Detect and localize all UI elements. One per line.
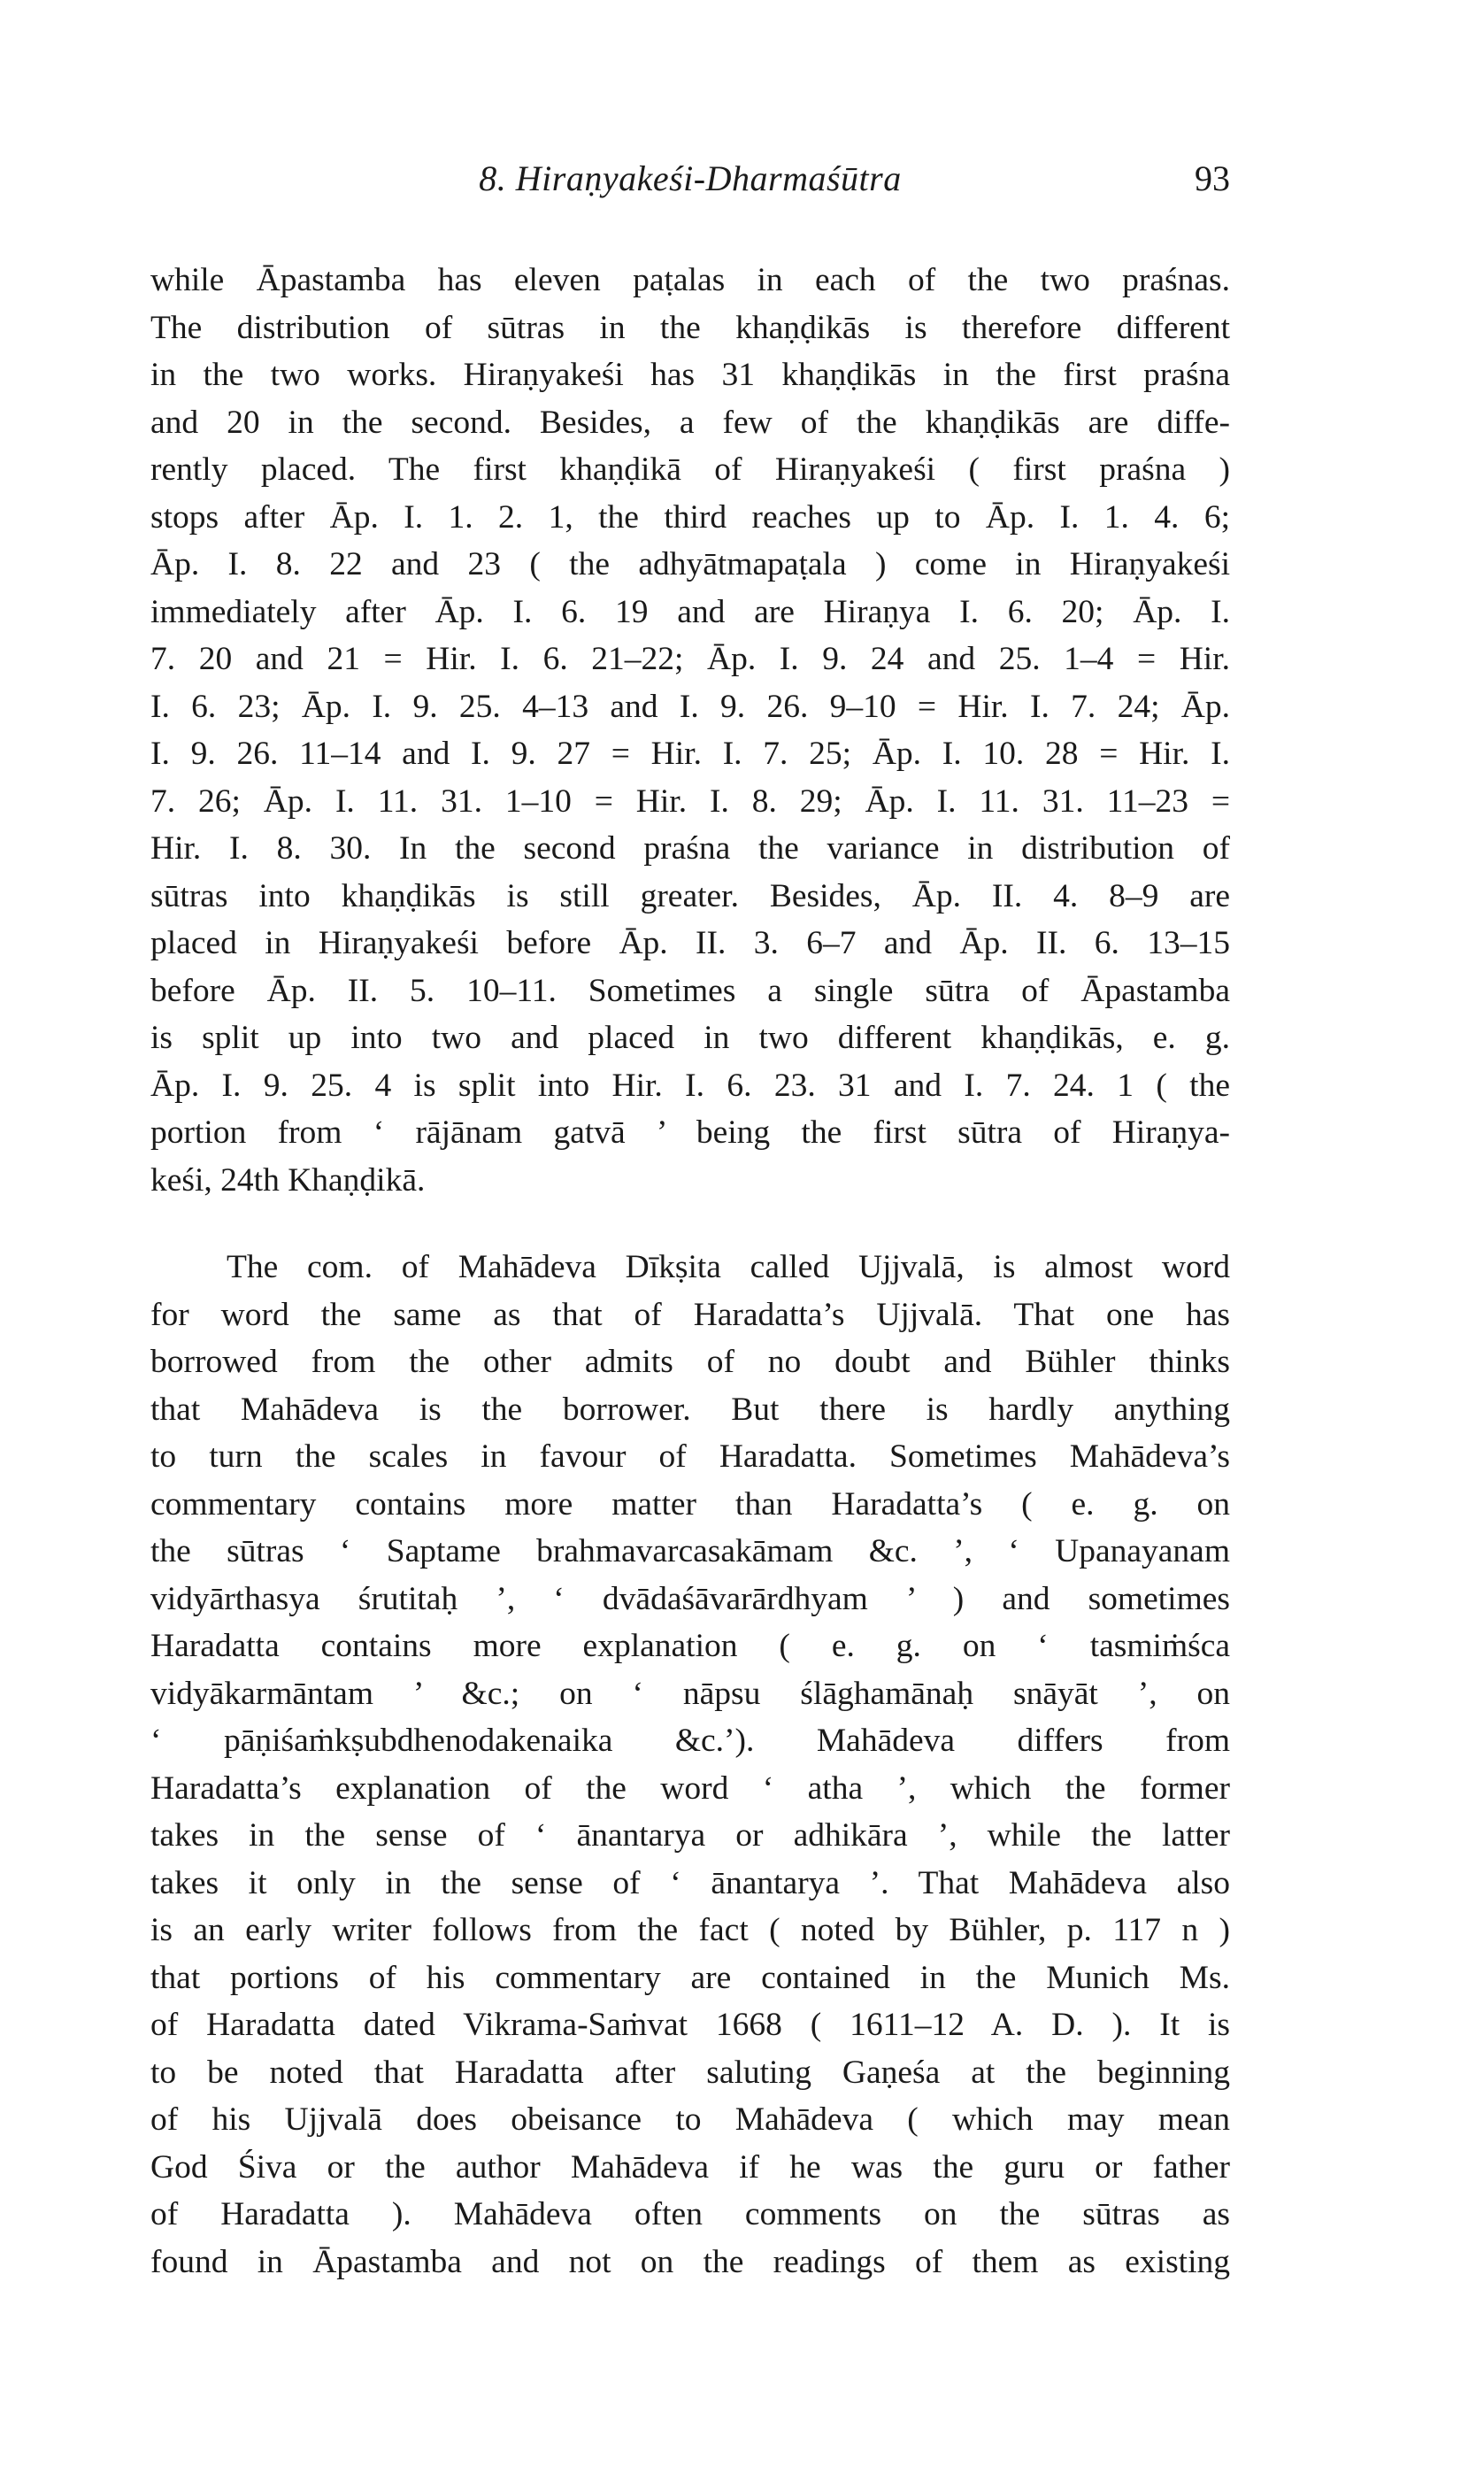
text-line: vidyākarmāntam ’ &c.; on ‘ nāpsu ślāghamānaḥ snāyāt ’, on [150,1675,1230,1712]
text-line: and 20 in the second. Besides, a few of the khaṇḍikās are diffe- [150,404,1230,441]
running-title: 8. Hiraṇyakeśi-Dharmaśūtra [479,158,902,198]
text-line: vidyārthasya śrutitaḥ ’, ‘ dvādaśāvarārdhyam ’ ) and sometimes [150,1580,1230,1617]
text-line: I. 9. 26. 11–14 and I. 9. 27 = Hir. I. 7. 25; Āp. I. 10. 28 = Hir. I. [150,736,1230,772]
text-line: of Haradatta ). Mahādeva often comments on the sūtras as [150,2196,1230,2232]
text-line: that Mahādeva is the borrower. But there is hardly anything [150,1391,1230,1428]
text-line: borrowed from the other admits of no doubt and Bühler thinks [150,1344,1230,1380]
text-line: while Āpastamba has eleven paṭalas in each of the two praśnas. [150,262,1230,298]
text-line: rently placed. The first khaṇḍikā of Hiraṇyakeśi ( first praśna ) [150,451,1230,488]
text-line: Āp. I. 8. 22 and 23 ( the adhyātmapaṭala ) come in Hiraṇyakeśi [150,546,1230,582]
text-line: the sūtras ‘ Saptame brahmavarcasakāmam &c. ’, ‘ Upanayanam [150,1533,1230,1569]
text-line: ‘ pāṇiśaṁkṣubdhenodakenaika &c.’). Mahādeva differs from [150,1723,1230,1759]
text-line: keśi, 24th Khaṇḍikā. [150,1161,426,1199]
page-number: 93 [1195,158,1230,198]
text-line: that portions of his commentary are contained in the Munich Ms. [150,1959,1230,1996]
page-header [150,158,1230,211]
text-line: God Śiva or the author Mahādeva if he was the guru or father [150,2148,1230,2186]
text-line: before Āp. II. 5. 10–11. Sometimes a single sūtra of Āpastamba [150,972,1230,1009]
text-line: for word the same as that of Haradatta’s Ujjvalā. That one has [150,1296,1230,1333]
text-line: The com. of Mahādeva Dīkṣita called Ujjvalā, is almost word [227,1249,1230,1285]
text-line: to be noted that Haradatta after saluting Gaṇeśa at the beginning [150,2054,1230,2091]
text-line: to turn the scales in favour of Haradatta. Sometimes Mahādeva’s [150,1438,1230,1475]
text-line: takes it only in the sense of ‘ ānantarya ’. That Mahādeva also [150,1864,1230,1901]
text-line: 7. 26; Āp. I. 11. 31. 1–10 = Hir. I. 8. 29; Āp. I. 11. 31. 11–23 = [150,783,1230,820]
text-line: placed in Hiraṇyakeśi before Āp. II. 3. 6–7 and Āp. II. 6. 13–15 [150,925,1230,961]
text-line: immediately after Āp. I. 6. 19 and are Hiraṇya I. 6. 20; Āp. I. [150,593,1230,630]
text-line: Haradatta contains more explanation ( e. g. on ‘ tasmiṁśca [150,1628,1230,1664]
text-line: is an early writer follows from the fact ( noted by Bühler, p. 117 n ) [150,1912,1230,1948]
text-line: stops after Āp. I. 1. 2. 1, the third reaches up to Āp. I. 1. 4. 6; [150,498,1230,536]
text-line: Haradatta’s explanation of the word ‘ atha ’, which the former [150,1769,1230,1807]
text-line: takes in the sense of ‘ ānantarya or adhikāra ’, while the latter [150,1817,1230,1854]
text-line: is split up into two and placed in two different khaṇḍikās, e. g. [150,1020,1230,1056]
text-line: of his Ujjvalā does obeisance to Mahādeva ( which may mean [150,2101,1230,2138]
paragraph-2 [150,1244,1230,2286]
text-line: found in Āpastamba and not on the readings of them as existing [150,2243,1230,2280]
text-line: 7. 20 and 21 = Hir. I. 6. 21–22; Āp. I. 9. 24 and 25. 1–4 = Hir. [150,641,1230,677]
paragraph-1 [150,257,1230,1204]
text-line: commentary contains more matter than Haradatta’s ( e. g. on [150,1485,1230,1523]
text-line: I. 6. 23; Āp. I. 9. 25. 4–13 and I. 9. 26. 9–10 = Hir. I. 7. 24; Āp. [150,688,1230,725]
text-line: The distribution of sūtras in the khaṇḍikās is therefore different [150,309,1230,346]
text-line: Hir. I. 8. 30. In the second praśna the variance in distribution of [150,830,1230,867]
body-text [150,257,1230,2286]
text-line: Āp. I. 9. 25. 4 is split into Hir. I. 6. 23. 31 and I. 7. 24. 1 ( the [150,1067,1230,1104]
text-line: sūtras into khaṇḍikās is still greater. Besides, Āp. II. 4. 8–9 are [150,877,1230,914]
text-line: in the two works. Hiraṇyakeśi has 31 khaṇḍikās in the first praśna [150,357,1230,393]
text-line: portion from ‘ rājānam gatvā ’ being the first sūtra of Hiraṇya- [150,1114,1230,1151]
text-line: of Haradatta dated Vikrama-Saṁvat 1668 ( 1611–12 A. D. ). It is [150,2007,1230,2043]
